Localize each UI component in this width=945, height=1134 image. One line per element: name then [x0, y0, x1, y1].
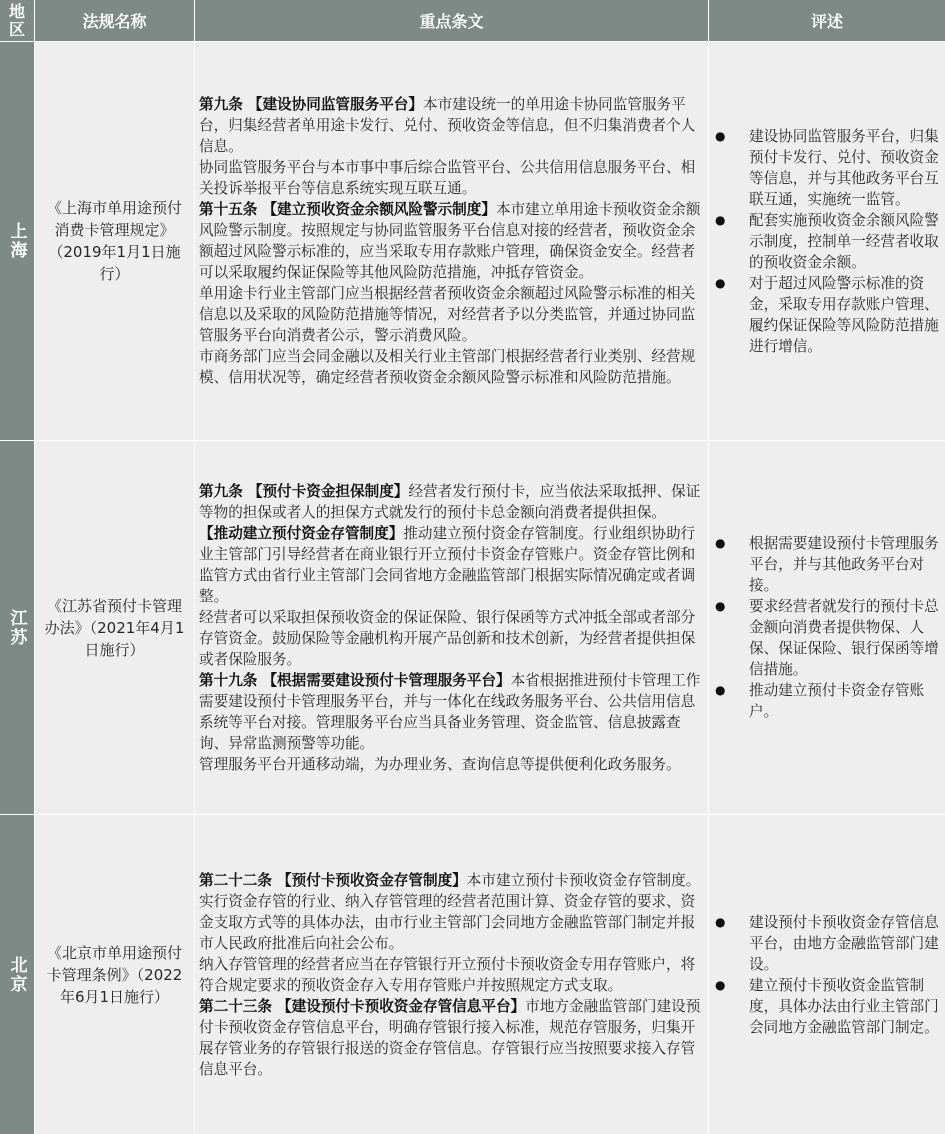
law-paragraph: 第十五条 【建立预收资金余额风险警示制度】本市建立单用途卡预收资金余额风险警示制度。按照规定与协同监管服务平台信息对接的经营者，预收资金余额超过风险警示标准的，应当采取专用存款账户管理，确保资金安全。经营者可以采取履约保证保险等其他风险防范措施，冲抵存管资金。: [199, 201, 701, 281]
comment-bullet: ● 建立预付卡预收资金监管制度，具体办法由行业主管部门会同地方金融监管部门制定。: [713, 975, 939, 1038]
law-text-cell: [195, 815, 708, 1134]
law-paragraph: 第九条 【预付卡资金担保制度】经营者发行预付卡，应当依法采取抵押、保证等物的担保或者人的担保方式就发行的预付卡总金额向消费者提供担保。: [199, 482, 701, 521]
comment-bullet: ● 要求经营者就发行的预付卡总金额向消费者提供物保、人保、保证保险、银行保函等增信措施。: [713, 596, 939, 680]
law-paragraph: 第十九条 【根据需要建设预付卡管理服务平台】本省根据推进预付卡管理工作需要建设预付卡管理服务平台，并与一体化在线政务服务平台、公共信用信息系统等平台对接。管理服务平台应当具备业务管理、资金监管、信息披露查询、异常监测预警等功能。: [199, 671, 701, 752]
law-paragraph: 第二十三条 【建设预付卡预收资金存管信息平台】市地方金融监管部门建设预付卡预收资金存管信息平台，明确存管银行接入标准，规范存管服务，归集开展存管业务的存管银行报送的资金存管信息。存管银行应当按照要求接入存管信息平台。: [199, 997, 701, 1078]
comment-cell: [709, 441, 945, 814]
comment-bullet: ● 推动建立预付卡资金存管账户。: [713, 680, 939, 722]
law-paragraph: 纳入存管管理的经营者应当在存管银行开立预付卡预收资金专用存管账户，将符合规定要求的预收资金存入专用存管账户并按照规定方式支取。: [199, 955, 696, 994]
region-cell: 北京: [0, 815, 34, 1134]
comment-bullet: ● 对于超过风险警示标准的资金，采取专用存款账户管理、履约保证保险等风险防范措施进行增信。: [713, 273, 939, 357]
law-paragraph: 实行资金存管的行业、纳入存管管理的经营者范围计算、资金存管的要求、资金支取方式等的具体办法，由市行业主管部门会同地方金融监管部门制定并报市人民政府批准后向社会公布。: [199, 892, 696, 952]
comment-cell: [709, 815, 945, 1134]
law-paragraph: 第九条 【建设协同监管服务平台】本市建设统一的单用途卡协同监管服务平台，归集经营者单用途卡发行、兑付、预收资金等信息，但不归集消费者个人信息。: [199, 96, 696, 155]
law-paragraph: 第二十二条 【预付卡预收资金存管制度】本市建立预付卡预收资金存管制度。: [199, 871, 701, 889]
law-text-cell: [195, 42, 708, 440]
comment-bullet: ● 根据需要建设预付卡管理服务平台，并与其他政务平台对接。: [713, 533, 939, 596]
law-paragraph: 【推动建立预付资金存管制度】推动建立预付资金存管制度。行业组织协助行业主管部门引导经营者在商业银行开立预付卡资金存管账户。资金存管比例和监管方式由省行业主管部门会同省地方金融监管部门根据实际情况确定或者调整。: [199, 524, 696, 605]
comment-cell: [709, 42, 945, 440]
law-paragraph: 管理服务平台开通移动端，为办理业务、查询信息等提供便利化政务服务。: [199, 755, 681, 773]
law-name-cell: 《江苏省预付卡管理办法》（2021年4月1日施行）: [35, 441, 194, 814]
law-paragraph: 市商务部门应当会同金融以及相关行业主管部门根据经营者行业类别、经营规模、信用状况等，确定经营者预收资金余额风险警示标准和风险防范措施。: [199, 348, 696, 386]
law-name-cell: 《上海市单用途预付消费卡管理规定》（2019年1月1日施行）: [35, 42, 194, 440]
law-name-cell: 《北京市单用途预付卡管理条例》（2022年6月1日施行）: [35, 815, 194, 1134]
region-cell: 上海: [0, 42, 34, 440]
law-text-cell: [195, 441, 708, 814]
region-cell: 江苏: [0, 441, 34, 814]
header-comment: 评述: [709, 0, 945, 41]
law-paragraph: 经营者可以采取担保预收资金的保证保险、银行保函等方式冲抵全部或者部分存管资金。鼓励保险等金融机构开展产品创新和技术创新，为经营者提供担保或者保险服务。: [199, 608, 696, 668]
law-paragraph: 协同监管服务平台与本市事中事后综合监管平台、公共信用信息服务平台、相关投诉举报平台等信息系统实现互联互通。: [199, 159, 696, 197]
comment-bullet: ● 建设预付卡预收资金存管信息平台，由地方金融监管部门建设。: [713, 912, 939, 975]
header-name: 法规名称: [35, 0, 194, 41]
comment-bullet: ● 建设协同监管服务平台，归集预付卡发行、兑付、预收资金等信息，并与其他政务平台互联互通，实施统一监管。: [713, 126, 939, 210]
law-paragraph: 单用途卡行业主管部门应当根据经营者预收资金余额超过风险警示标准的相关信息以及采取的风险防范措施等情况，对经营者予以分类监管，并通过协同监管服务平台向消费者公示，警示消费风险。: [199, 285, 696, 344]
comment-bullet: ● 配套实施预收资金余额风险警示制度，控制单一经营者收取的预收资金余额。: [713, 210, 939, 273]
header-region: 地区: [0, 0, 34, 41]
header-law: 重点条文: [195, 0, 708, 41]
